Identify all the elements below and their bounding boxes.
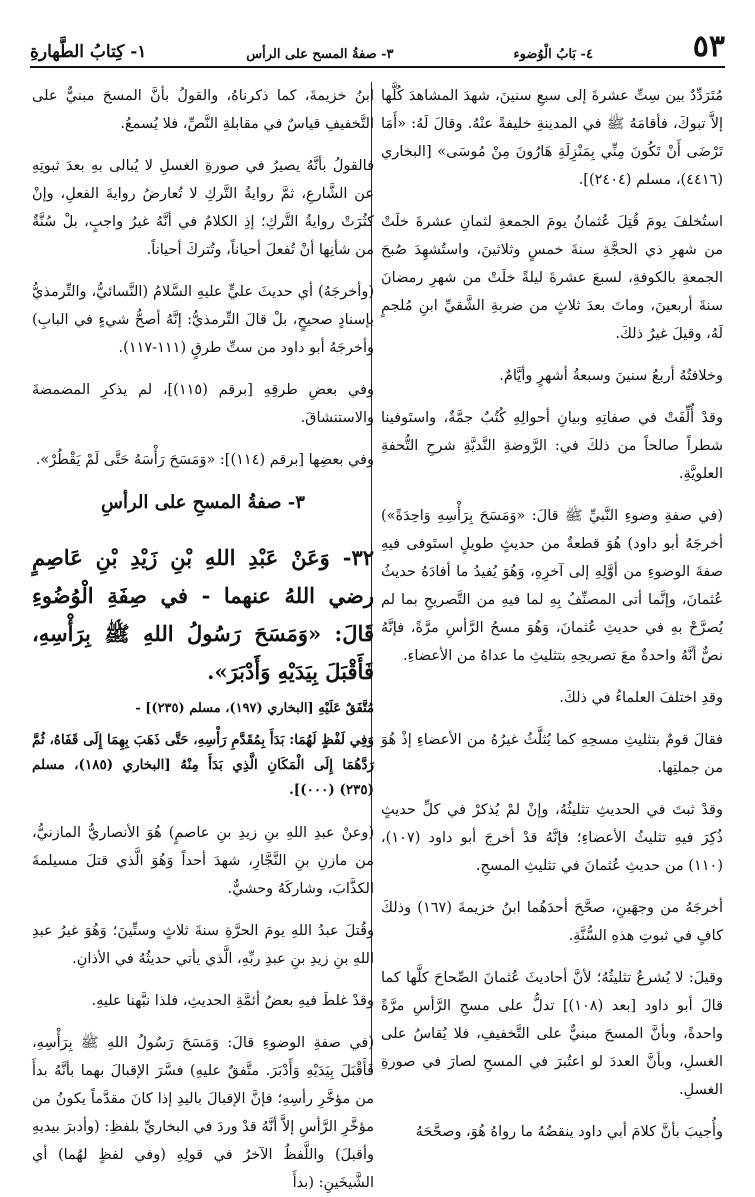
paragraph: (في صفةِ الوضوءِ قالَ: وَمَسَحَ رَسُولُ اللهِ ﷺ بِرَأْسِهِ، فَأَقْبَلَ بِيَدَيْهِ وَأَدْبَرَ. متَّفقٌ عليهِ) فسَّرَ الإقبالَ بهما بأنَّهُ بدأَ من مؤخَّرِ رأسِهِ؛ فإنَّ الإقبالَ باليدِ إذا كانَ مقدَّماً يكونُ من مؤخَّرِ الرَّأسِ إلاَّ أنَّهُ قدْ وردَ في البخاريِّ بلفظِ: (وأدبرَ بيديهِ وأقبلَ) واللَّفظُ الآخرُ في قولِهِ (وفي لفظٍ لهُما) أي الشَّيخَينِ: (بدأَ bbox=[32, 1035, 374, 1191]
paragraph: وقدْ غلطَ فيهِ بعضُ أئمَّةِ الحديثِ، فلذا نبَّهنا عليهِ. bbox=[91, 993, 374, 1009]
page-header bbox=[30, 29, 725, 68]
paragraph: وقدِ اختلفَ العلماءُ في ذلكَ. bbox=[559, 690, 723, 706]
hadith-text: ٣٢- وَعَنْ عَبْدِ اللهِ بْنِ زَيْدِ بْنِ عَاصِمٍ رضي اللهُ عنهما - في صِفَةِ الْوُضُوءِ قَالَ: «وَمَسَحَ رَسُولُ اللهِ ﷺ بِرَأْسِهِ، فَأَقْبَلَ بِيَدَيْهِ وَأَدْبَرَ». bbox=[32, 545, 374, 684]
paragraph: وفي بعضِها [برقم (١١٤)]: «وَمَسَحَ رَأْسَهُ حَتَّى لَمْ يَقْطُرْ». bbox=[35, 452, 374, 468]
paragraph: وقيلَ: لا يُشرعُ تثليثُهُ؛ لأنَّ أحاديثَ عُثمانَ الصِّحاحَ كلَّها كما قالَ أبو داود [بعد (١٠٨)] تدلُّ على مسحِ الرَّأسِ مرَّةً واحدةً، وبأنَّ المسحَ مبنيٌّ على التَّخفيفِ، فلا يُقاسُ على الغسلِ، وبأنَّ العددَ لو اعتُبرَ في المسحِ لصارَ في صورةِ الغسلِ. bbox=[381, 970, 723, 1098]
paragraph: مُتَرَدِّدٌ بين سِتِّ عشرةَ إلى سبعِ سنينَ، شهدَ المشاهدَ كُلَّها إلاَّ تبوكَ، فأقامَهُ ﷺ في المدينةِ خليفةً عنْهُ. وقالَ لَهُ: «أَمَا تَرْضَى أَنْ تَكُونَ مِنِّي بِمَنْزِلَةِ هَارُونَ مِنْ مُوسَى» [البخاري (٤٤١٦)، مسلم (٢٤٠٤)]. bbox=[381, 88, 723, 188]
paragraph: وأُجيبَ بأنَّ كلامَ أبي داود ينقضُهُ ما رواهُ هُوَ، وصحَّحَهُ bbox=[415, 1124, 723, 1140]
hadith-variant: وَفِي لَفْظٍ لَهُمَا: بَدَأَ بِمُقَدَّمِ رَأْسِهِ، حَتَّى ذَهَبَ بِهِمَا إِلَى قَفَاهُ، ثُمَّ رَدَّهُمَا إِلَى الْمَكَانِ الَّذِي بَدَأَ مِنْهُ [البخاري (١٨٥)، مسلم (٢٣٥) (٠٠٠)]. bbox=[32, 732, 374, 798]
paragraph: (وعنْ عبدِ اللهِ بنِ زيدِ بنِ عاصمٍ) هُوَ الأنصاريُّ المازنيُّ، من مازنِ بنِ النَّجَّارِ، شهدَ أحداً وَهُوَ الَّذي قتلَ مسيلمةَ الكذَّابَ، وشاركَهُ وحشيٌّ. bbox=[32, 825, 374, 897]
header-titles bbox=[246, 47, 593, 62]
paragraph: وفي بعضِ طرقِهِ [برقم (١١٥)]، لم يذكرِ المضمضةَ والاستنشاقَ. bbox=[32, 382, 374, 426]
section-title: ٣- صفةُ المسحِ على الرأسِ bbox=[101, 492, 305, 513]
right-column bbox=[381, 82, 723, 1140]
paragraph: فالقولُ بأنَّهُ يصيرُ في صورةِ الغسلِ لا يُبالى بهِ بعدَ ثبوتِهِ عن الشَّارعِ، ثمَّ روايةُ التَّركِ لا تُعارضُ روايةَ الفعلِ، وإنْ كثُرَتْ روايةُ التَّركِ؛ إذِ الكلامُ في أنَّهُ غيرُ واجبٍ، بلْ سُنَّةٌ من شأنِها أنْ تُفعلَ أحياناً، وتُتركَ أحياناً. bbox=[32, 158, 374, 258]
paragraph: وقدْ أُلِّفَتْ في صفاتِهِ وبيانِ أحوالِهِ كُتُبٌ جمَّةٌ، واستَوفينا شطراً صالحاً من ذلكَ في: الرَّوضةِ النَّديَّةِ شرحِ التُّحفةِ العلويَّةِ. bbox=[381, 410, 723, 482]
paragraph: ابنُ خزيمةَ، كما ذكرناهُ، والقولُ بأنَّ المسحَ مبنيٌّ على التَّخفيفِ قياسٌ في مقابلةِ النَّصِّ، فلا يُسمعُ. bbox=[32, 88, 374, 132]
paragraph: استُخلفَ يومَ قُتِلَ عُثمانُ يومَ الجمعةِ لثمانِ عشرةَ خلَتْ من شهرِ ذي الحجَّةِ سنةَ خمسٍ وثلاثينَ، واستُشهِدَ صُبحَ الجمعةِ بالكوفةِ، لسبعَ عشرةَ ليلةً خلَتْ من شهرِ رمضانَ سنةَ أربعينَ، وماتَ بعدَ ثلاثٍ من ضربةِ الشَّقيِّ ابنِ مُلجمٍ لَهُ، وقيلَ غيرُ ذلكَ. bbox=[381, 214, 723, 342]
paragraph: وقدْ ثبتَ في الحديثِ تثليثُهُ، وإنْ لمْ يُذكرْ في كلِّ حديثٍ ذُكِرَ فيهِ تثليثُ الأعضاءِ؛ فإنَّهُ قدْ أخرجَ أبو داود (١٠٧)، (١١٠) من حديثِ عُثمانَ في تثليثِ المسحِ. bbox=[381, 802, 723, 874]
paragraph: فقالَ قومٌ بتثليثِ مسحِهِ كما يُثلَّثُ غيرُهُ من الأعضاءِ إذْ هُوَ من جملتِها. bbox=[381, 732, 723, 776]
paragraph: وخلافتُهُ أربعُ سنينَ وسبعةُ أشهرٍ وأيَّامٌ. bbox=[499, 368, 723, 384]
section-header: ٣- صفةُ المسح على الرأس bbox=[246, 47, 394, 62]
paragraph: (وأخرجَهُ) أي حديثَ عليٍّ عليهِ السَّلامُ (النَّسائيُّ، والتِّرمذيُّ بإسنادٍ صحيحٍ، بلْ قالَ التِّرمذيُّ: إنَّهُ أصحُّ شيءٍ في البابِ) وأخرجَهُ أبو داود من ستِّ طرقٍ (١١١-١١٧). bbox=[32, 284, 374, 356]
paragraph: (في صفةِ وضوءِ النَّبيِّ ﷺ قالَ: «وَمَسَحَ بِرَأْسِهِ وَاحِدَةً») أخرجَهُ أبو داود) هُوَ قطعةٌ من حديثٍ طويلٍ استَوفى فيهِ صفةَ الوضوءِ من أوَّلِهِ إلى آخرِهِ، وَهُوَ يُفيدُ ما أفادَهُ حديثُ عُثمانَ، وإنَّما أتى المصنِّفُ بِهِ لما فيهِ من التَّصريحِ بما لم يُصرَّحْ بهِ في حديثِ عُثمانَ، وَهُوَ مسحُ الرَّأسِ مرَّةً، فإنَّهُ نصٌّ أنَّهُ واحدةٌ معَ تصريحِهِ بتثليثِ ما عداهُ من الأعضاءِ. bbox=[381, 508, 723, 664]
left-column bbox=[32, 82, 374, 1191]
page-number: ٥٣ bbox=[692, 29, 725, 64]
chapter-title: ٤- بَابُ الْوُضوء bbox=[513, 47, 593, 62]
paragraph: وقُتلَ عبدُ اللهِ يومَ الحرَّةِ سنةَ ثلاثٍ وستِّينَ؛ وَهُوَ غيرُ عبدِ اللهِ بنِ زيدِ بنِ عبدِ ربِّهِ، الَّذي يأتي حديثُهُ في الأذانِ. bbox=[32, 923, 374, 967]
paragraph: أخرجَهُ من وجهَينِ، صحَّحَ أحدَهُما ابنُ خزيمةَ (١٦٧) وذلكَ كافٍ في ثبوتِ هذهِ السُّنَّةِ. bbox=[381, 900, 723, 944]
book-title: ١- كِتابُ الطَّهارةِ bbox=[30, 42, 147, 62]
hadith-references: مُتَّفَقٌ عَلَيْهِ [البخاري (١٩٧)، مسلم (٢٣٥)] - bbox=[135, 701, 374, 716]
